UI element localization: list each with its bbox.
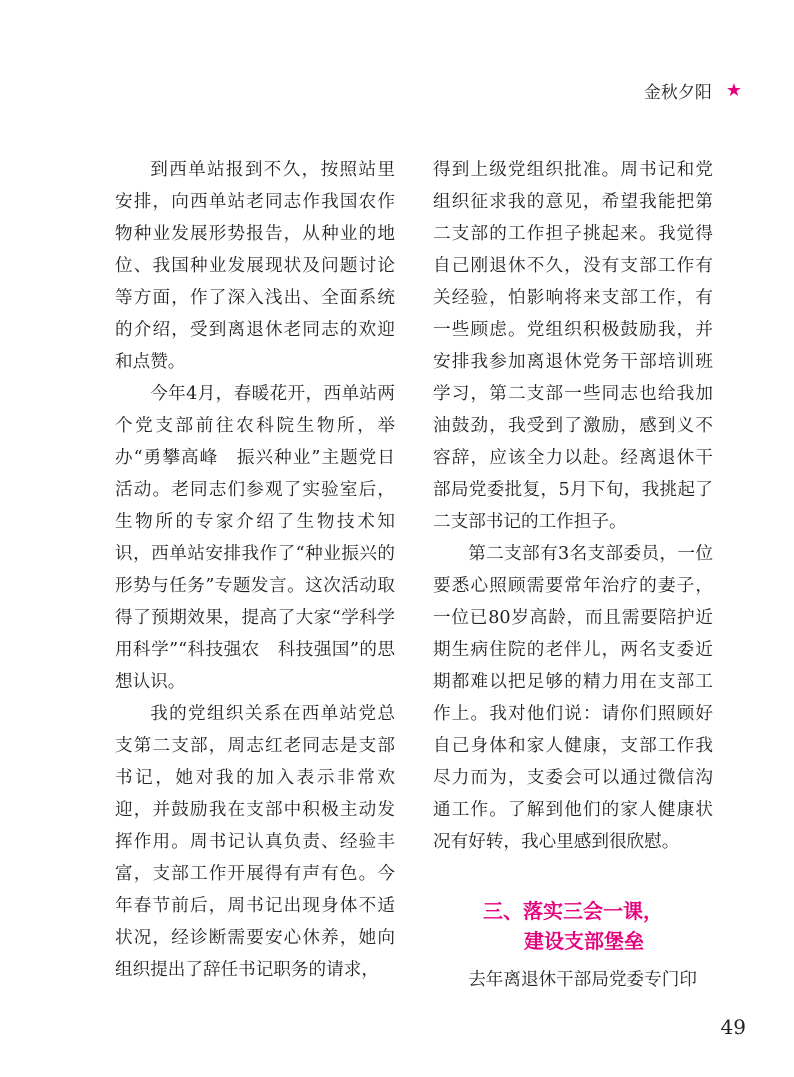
paragraph-continued: 得到上级党组织批准。周书记和党组织征求我的意见，希望我能把第二支部的工作担子挑起来。我觉得自己刚退休不久，没有支部工作有关经验，怕影响将来支部工作，有一些顾虑。党组织积极鼓励我，并安排我参加离退休党务干部培训班学习，第二支部一些同志也给我加油鼓劲，我受到了激励，感到义不容辞，应该全力以赴。经离退休干部局党委批复，5月下旬，我挑起了二支部书记的工作担子。 xyxy=(433,160,713,532)
paragraph: 第二支部有3名支部委员，一位要悉心照顾需要常年治疗的妻子，一位已80岁高龄，而且需要陪护近期生病住院的老伴儿，两名支委近期都难以把足够的精力用在支部工作上。我对他们说：请你们照顾好自己身体和家人健康，支部工作我尽力而为，支委会可以通过微信沟通工作。了解到他们的家人健康状况有好转，我心里感到很欣慰。 xyxy=(433,544,713,852)
section-heading-line: 三、落实三会一课， xyxy=(483,899,663,923)
section-heading xyxy=(433,896,713,956)
running-header xyxy=(644,78,742,102)
star-icon: ★ xyxy=(725,79,742,101)
paragraph: 今年4月，春暖花开，西单站两个党支部前往农科院生物所，举办“勇攀高峰 振兴种业”主题党日活动。老同志们参观了实验室后，生物所的专家介绍了生物技术知识，西单站安排我作了“种业振兴的形势与任务”专题发言。这次活动取得了预期效果，提高了大家“学科学 用科学”“科技强农 科技强国”的思想认识。 xyxy=(115,384,413,692)
paragraph: 到西单站报到不久，按照站里安排，向西单站老同志作我国农作物种业发展形势报告，从种业的地位、我国种业发展现状及问题讨论等方面，作了深入浅出、全面系统的介绍，受到离退休老同志的欢迎和点赞。 xyxy=(115,160,395,372)
paragraph: 去年离退休干部局党委专门印 xyxy=(468,970,697,990)
paragraph: 我的党组织关系在西单站党总支第二支部，周志红老同志是支部书记，她对我的加入表示非常欢迎，并鼓励我在支部中积极主动发挥作用。周书记认真负责、经验丰富，支部工作开展得有声有色。今年春节前后，周书记出现身体不适状况，经诊断需要安心休养，她向组织提出了辞任书记职务的请求， xyxy=(115,704,395,980)
left-column xyxy=(115,154,413,986)
section-title: 金秋夕阳 xyxy=(643,82,712,103)
section-heading-line: 建设支部堡垒 xyxy=(524,929,644,953)
page-number: 49 xyxy=(720,1015,746,1039)
right-column xyxy=(433,154,713,996)
